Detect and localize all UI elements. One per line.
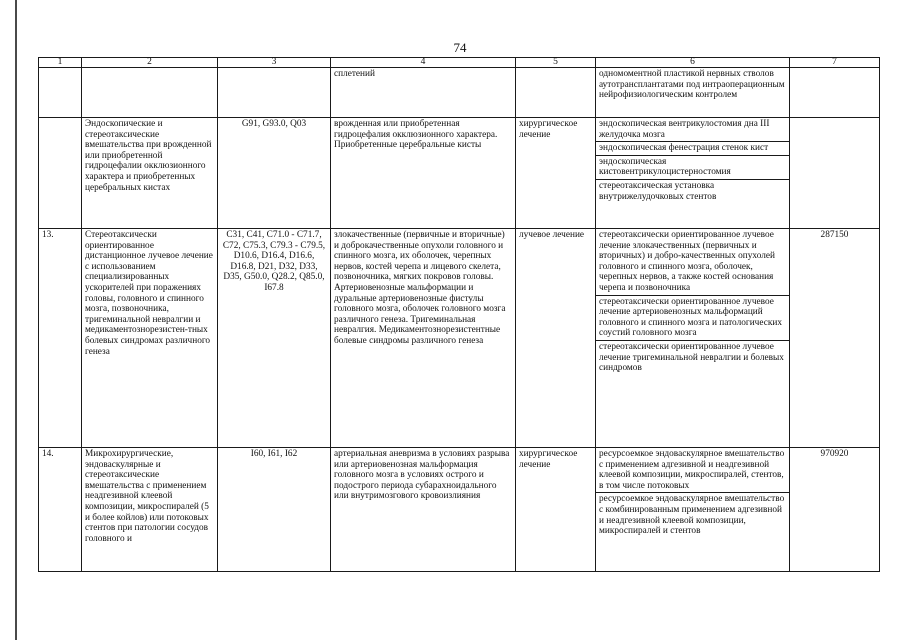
treatment-method: стереотаксически ориентированное лучевое лечение артериовенозных мальформаций головного и спинного мозга и патологических соустий головного мозга	[596, 296, 789, 341]
patient-model: сплетений	[331, 68, 516, 118]
treatment-methods	[596, 448, 790, 572]
row-number: 14.	[39, 448, 82, 572]
treatment-methods	[596, 229, 790, 448]
treatment-method: ресурсоемкое эндоваскулярное вмешательство с комбинированным применением адгезивной и неадгезивной клеевой композиции, микроспиралей и стентов	[599, 494, 785, 537]
page-number: 74	[453, 40, 467, 55]
cost-value	[790, 68, 880, 118]
patient-model: злокачественные (первичные и вторичные) и доброкачественные опухоли головного и спинного мозга, их оболочек, черепных нервов, костей черепа и лицевого скелета, позвоночника, мягких покровов головы. Артериовенозные мальформации и дуральные артериовенозные фистулы головного мозга, оболочек головного мозга различного генеза. Тригеминальная невралгия. Медикаментознорезистентные болевые синдромы различного генеза	[331, 229, 516, 448]
column-number: 7	[790, 58, 880, 68]
treatment-method: одномоментной пластикой нервных стволов аутотрансплантатами под интраоперационным нейрофизиологическим контролем	[599, 69, 785, 101]
table-row	[39, 229, 880, 448]
column-number: 1	[39, 58, 82, 68]
treatment-methods	[596, 118, 790, 229]
patient-model: врожденная или приобретенная гидроцефалия окклюзионного характера. Приобретенные церебральные кисты	[331, 118, 516, 229]
row-number	[39, 118, 82, 229]
service-name: Эндоскопические и стереотаксические вмешательства при врожденной или приобретенной гидроцефалии окклюзионного характера и приобретенных церебральных кистах	[82, 118, 218, 229]
treatment-method: стереотаксическая установка внутрижелудочковых стентов	[599, 180, 717, 202]
treatment-type: хирургическое лечение	[516, 448, 596, 572]
patient-model: артериальная аневризма в условиях разрыва или артериовенозная мальформация головного мозга в условиях острого и подострого периода субарахноидального или внутримозгового кровоизлияния	[331, 448, 516, 572]
table-row	[39, 68, 880, 118]
column-number: 2	[82, 58, 218, 68]
medical-services-table	[38, 57, 880, 572]
column-number: 5	[516, 58, 596, 68]
treatment-method: эндоскопическая фенестрация стенок кист	[596, 142, 789, 156]
icd-codes: I60, I61, I62	[218, 448, 331, 572]
column-number-row	[39, 58, 880, 68]
cost-value: 287150	[790, 229, 880, 448]
treatment-type	[516, 68, 596, 118]
row-number	[39, 68, 82, 118]
column-number: 6	[596, 58, 790, 68]
icd-codes: C31, C41, C71.0 - C71.7, C72, C75.3, C79.3 - C79.5, D10.6, D16.4, D16.6, D16.8, D21, D32, D33, D35, G50.0, Q28.2, Q85.0, I67.8	[218, 229, 331, 448]
table-row	[39, 118, 880, 229]
treatment-method: эндоскопическая кистовентрикулоцистерностомия	[596, 156, 789, 180]
treatment-method: эндоскопическая вентрикулостомия дна III желудочка мозга	[596, 118, 789, 142]
treatment-method: ресурсоемкое эндоваскулярное вмешательство с применением адгезивной и неадгезивной клеевой композиции, микроспиралей, стентов, в том числе потоковых	[596, 448, 789, 493]
column-number: 3	[218, 58, 331, 68]
table-row	[39, 448, 880, 572]
cost-value: 970920	[790, 448, 880, 572]
treatment-type: хирургическое лечение	[516, 118, 596, 229]
treatment-method: стереотаксически ориентированное лучевое лечение злокачественных (первичных и вторичных) и добро-качественных опухолей головного и спинного мозга, оболочек, черепных нервов, а также костей основания черепа и позвоночника	[596, 229, 789, 296]
service-name	[82, 68, 218, 118]
treatment-method: стереотаксически ориентированное лучевое лечение тригеминальной невралгии и болевых синдромов	[599, 341, 784, 374]
cost-value	[790, 118, 880, 229]
icd-codes	[218, 68, 331, 118]
treatment-type: лучевое лечение	[516, 229, 596, 448]
icd-codes: G91, G93.0, Q03	[218, 118, 331, 229]
column-number: 4	[331, 58, 516, 68]
treatment-methods	[596, 68, 790, 118]
service-name: Микрохирургические, эндоваскулярные и стереотаксические вмешательства с применением неадгезивной клеевой композиции, микроспиралей (5 и более койлов) или потоковых стентов при патологии сосудов головного и	[82, 448, 218, 572]
scan-edge-line	[15, 0, 17, 640]
service-name: Стереотаксически ориентированное дистанционное лучевое лечение с использованием специализированных ускорителей при поражениях головы, головного и спинного мозга, позвоночника, тригеминальной невралгии и медикаментознорезистен-тных болевых синдромах различного генеза	[82, 229, 218, 448]
row-number: 13.	[39, 229, 82, 448]
